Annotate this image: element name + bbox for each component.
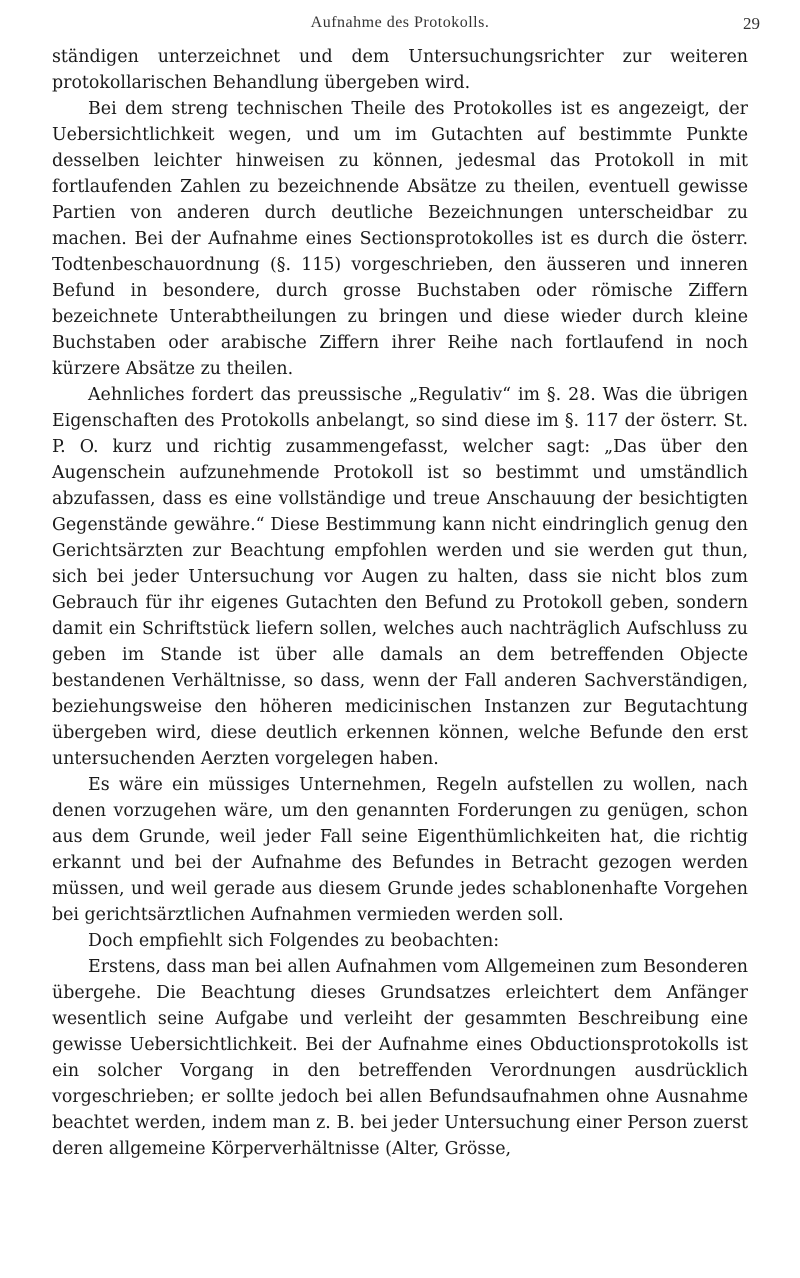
running-head (40, 14, 760, 42)
body-text (52, 44, 748, 1162)
paragraph-continuation: ständigen unterzeichnet und dem Untersuchungsrichter zur weiteren protokollarischen Behandlung übergeben wird. (52, 47, 748, 93)
paragraph: Doch empfiehlt sich Folgendes zu beobachten: (88, 931, 500, 951)
paragraph: Es wäre ein müssiges Unternehmen, Regeln aufstellen zu wollen, nach denen vorzugehen wäre, um den genannten Forderungen zu genügen, schon aus dem Grunde, weil jeder Fall seine Eigenthümlichkeiten hat, die richtig erkannt und bei der Aufnahme des Befundes in Betracht gezogen werden müssen, und weil gerade aus diesem Grunde jedes schablonenhafte Vorgehen bei gerichtsärztlichen Aufnahmen vermieden werden soll. (52, 775, 748, 925)
page-number: 29 (743, 14, 760, 33)
paragraph: Aehnliches fordert das preussische „Regulativ“ im §. 28. Was die übrigen Eigenschaften des Protokolls anbelangt, so sind diese im §. 117 der österr. St. P. O. kurz und richtig zusammengefasst, welcher sagt: „Das über den Augenschein aufzunehmende Protokoll ist so bestimmt und umständlich abzufassen, dass es eine vollständige und treue Anschauung der besichtigten Gegenstände gewähre.“ Diese Bestimmung kann nicht eindringlich genug den Gerichtsärzten zur Beachtung empfohlen werden und sie werden gut thun, sich bei jeder Untersuchung vor Augen zu halten, dass sie nicht blos zum Gebrauch für ihr eigenes Gutachten den Befund zu Protokoll geben, sondern damit ein Schriftstück liefern sollen, welches auch nachträglich Aufschluss zu geben im Stande ist über alle damals an dem betreffenden Objecte bestandenen Verhältnisse, so dass, wenn der Fall anderen Sachverständigen, beziehungsweise den höheren medicinischen Instanzen zur Begutachtung übergeben wird, diese deutlich erkennen können, welche Befunde den erst untersuchenden Aerzten vorgelegen haben. (52, 385, 748, 769)
paragraph: Erstens, dass man bei allen Aufnahmen vom Allgemeinen zum Besonderen übergehe. Die Beachtung dieses Grundsatzes erleichtert dem Anfänger wesentlich seine Aufgabe und verleiht der gesammten Beschreibung eine gewisse Uebersichtlichkeit. Bei der Aufnahme eines Obductionsprotokolls ist ein solcher Vorgang in den betreffenden Verordnungen ausdrücklich vorgeschrieben; er sollte jedoch bei allen Befundsaufnahmen ohne Ausnahme beachtet werden, indem man z. B. bei jeder Untersuchung einer Person zuerst deren allgemeine Körperverhältnisse (Alter, Grösse, (52, 957, 748, 1159)
running-title: Aufnahme des Protokolls. (310, 14, 490, 31)
paragraph: Bei dem streng technischen Theile des Protokolles ist es angezeigt, der Uebersichtlichkeit wegen, und um im Gutachten auf bestimmte Punkte desselben leichter hinweisen zu können, jedesmal das Protokoll in mit fortlaufenden Zahlen zu bezeichnende Absätze zu theilen, eventuell gewisse Partien von anderen durch deutliche Bezeichnungen unterscheidbar zu machen. Bei der Aufnahme eines Sectionsprotokolles ist es durch die österr. Todtenbeschauordnung (§. 115) vorgeschrieben, den äusseren und inneren Befund in besondere, durch grosse Buchstaben oder römische Ziffern bezeichnete Unterabtheilungen zu bringen und diese wieder durch kleine Buchstaben oder arabische Ziffern ihrer Reihe nach fortlaufend in noch kürzere Absätze zu theilen. (52, 99, 748, 379)
